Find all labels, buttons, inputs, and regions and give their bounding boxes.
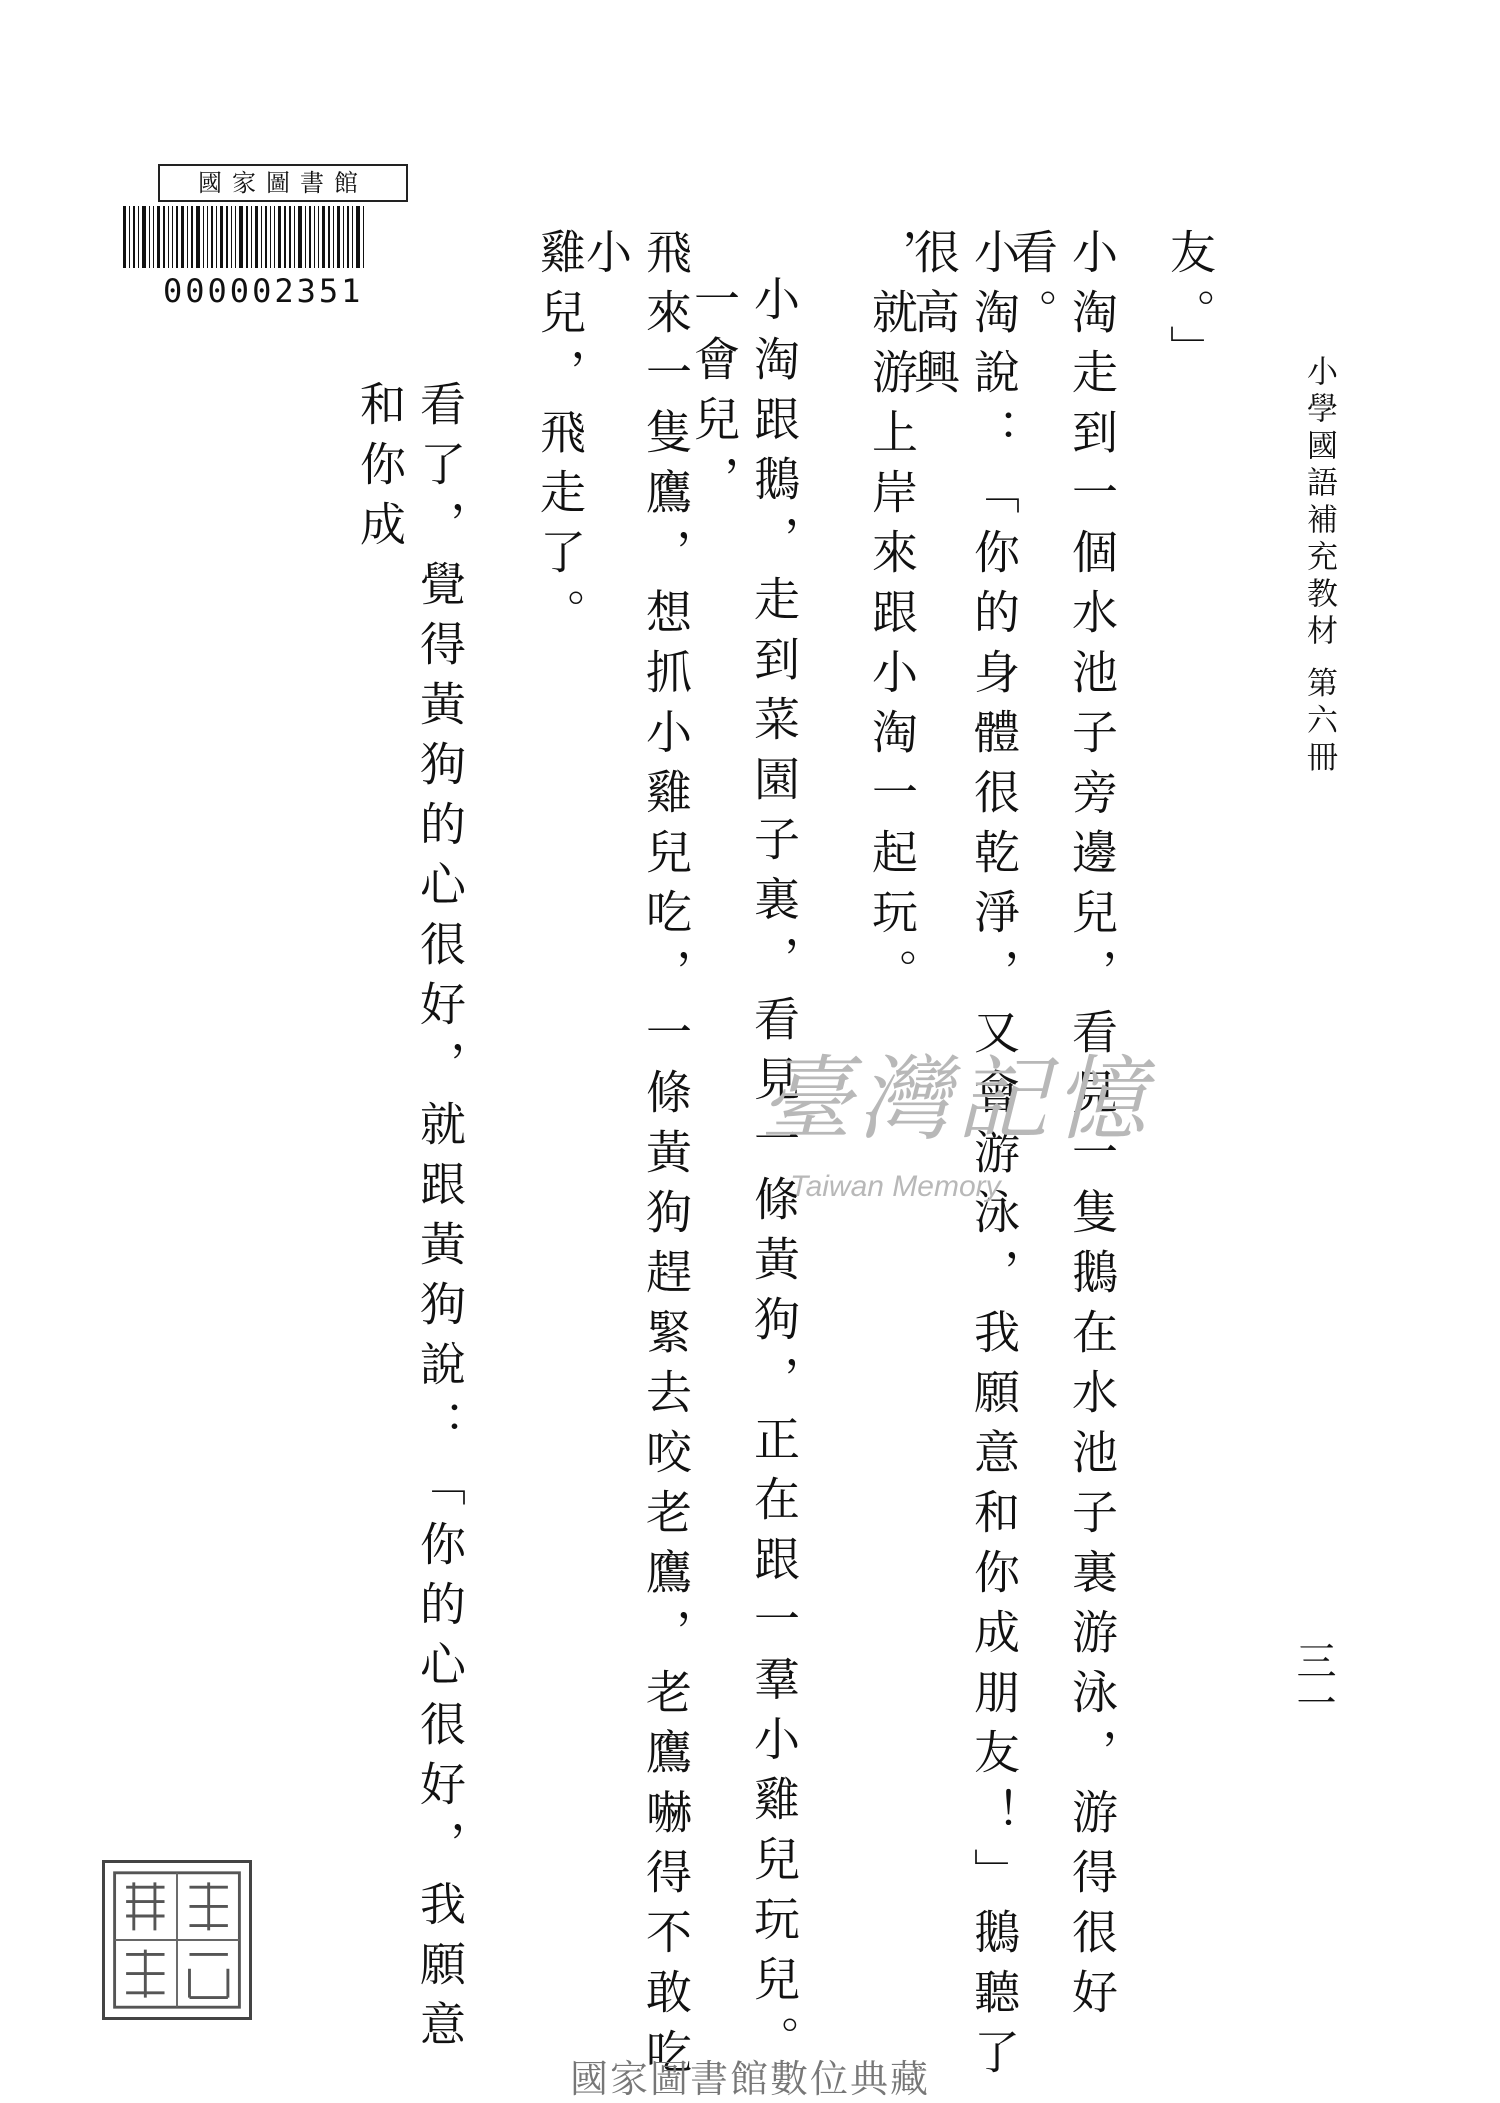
barcode-bar <box>239 206 243 268</box>
barcode-bar <box>216 206 217 268</box>
barcode-bar <box>347 206 349 268</box>
barcode-bar <box>284 206 286 268</box>
barcode-bar <box>235 206 236 268</box>
barcode-bar <box>149 206 150 268</box>
barcode-bar <box>187 206 188 268</box>
barcode-bar <box>265 206 267 268</box>
barcode-bar <box>322 206 325 268</box>
barcode-bar <box>328 206 330 268</box>
barcode-bar <box>129 206 130 268</box>
barcode-bar <box>318 206 319 268</box>
text-column-5: 小淘跟鵝，走到菜園子裏，看見一條黃狗，正在跟一羣小雞兒玩兒。一會兒， <box>687 275 801 2075</box>
barcode-bar <box>333 206 334 268</box>
barcode-bar <box>305 206 306 268</box>
barcode-number: 000002351 <box>163 272 364 310</box>
barcode-bar <box>211 206 213 268</box>
text-column-3: 小淘說：「你的身體很乾淨，又會游泳，我願意和你成朋友！」鵝聽了很高興 <box>907 228 1021 2088</box>
barcode-bar <box>274 206 275 268</box>
barcode-bar <box>163 206 165 268</box>
barcode-bar <box>133 206 135 268</box>
barcode-bar <box>356 206 360 268</box>
library-barcode-label <box>118 160 458 315</box>
barcode-bar <box>176 206 178 268</box>
page-number: 三一 <box>1290 1640 1336 1724</box>
barcode-bar <box>207 206 208 268</box>
seal-icon <box>105 1863 249 2017</box>
barcode-bar <box>309 206 311 268</box>
barcode-bar <box>157 206 160 268</box>
barcode-bar <box>168 206 169 268</box>
barcode-bar <box>226 206 228 268</box>
barcode-bar <box>363 206 364 268</box>
barcode-bar <box>352 206 353 268</box>
barcode-bar <box>203 206 204 268</box>
barcode-bar <box>255 206 258 268</box>
barcode-icon <box>123 206 453 268</box>
barcode-bar <box>270 206 271 268</box>
text-column-8: 看了，覺得黃狗的心很好，就跟黃狗說：「你的心很好，我願意和你成 <box>353 380 467 2060</box>
barcode-bar <box>153 206 154 268</box>
barcode-bar <box>251 206 252 268</box>
running-title: 小學國語補充教材 第六冊 <box>1301 355 1337 778</box>
barcode-bar <box>294 206 295 268</box>
text-column-1: 友。」 <box>1163 228 1217 385</box>
barcode-bar <box>172 206 173 268</box>
library-name: 國家圖書館 <box>158 164 408 202</box>
text-column-6: 飛來一隻鷹，想抓小雞兒吃，一條黃狗趕緊去咬老鷹，老鷹嚇得不敢吃小 <box>579 228 693 2088</box>
barcode-bar <box>246 206 248 268</box>
barcode-bar <box>231 206 232 268</box>
barcode-bar <box>337 206 340 268</box>
library-seal-stamp <box>102 1860 252 2020</box>
watermark-main: 臺灣記憶 <box>760 1046 1153 1153</box>
text-column-7: 雞兒，飛走了。 <box>533 228 587 648</box>
barcode-bar <box>181 206 184 268</box>
barcode-bar <box>142 206 146 268</box>
text-column-2: 小淘走到一個水池子旁邊兒，看見一隻鵝在水池子裏游泳，游得很好看。 <box>1005 228 1119 2028</box>
barcode-bar <box>314 206 315 268</box>
barcode-bar <box>196 206 200 268</box>
barcode-bar <box>278 206 281 268</box>
text-column-4: ，就游上岸來跟小淘一起玩。 <box>865 228 919 1008</box>
barcode-bar <box>343 206 344 268</box>
barcode-bar <box>298 206 302 268</box>
barcode-bar <box>289 206 291 268</box>
barcode-bar <box>123 206 126 268</box>
watermark-sub: Taiwan Memory <box>790 1170 1001 1203</box>
barcode-bar <box>220 206 223 268</box>
footer-caption: 國家圖書館數位典藏 <box>569 2057 930 2101</box>
barcode-bar <box>138 206 139 268</box>
barcode-bar <box>191 206 193 268</box>
barcode-bar <box>261 206 262 268</box>
